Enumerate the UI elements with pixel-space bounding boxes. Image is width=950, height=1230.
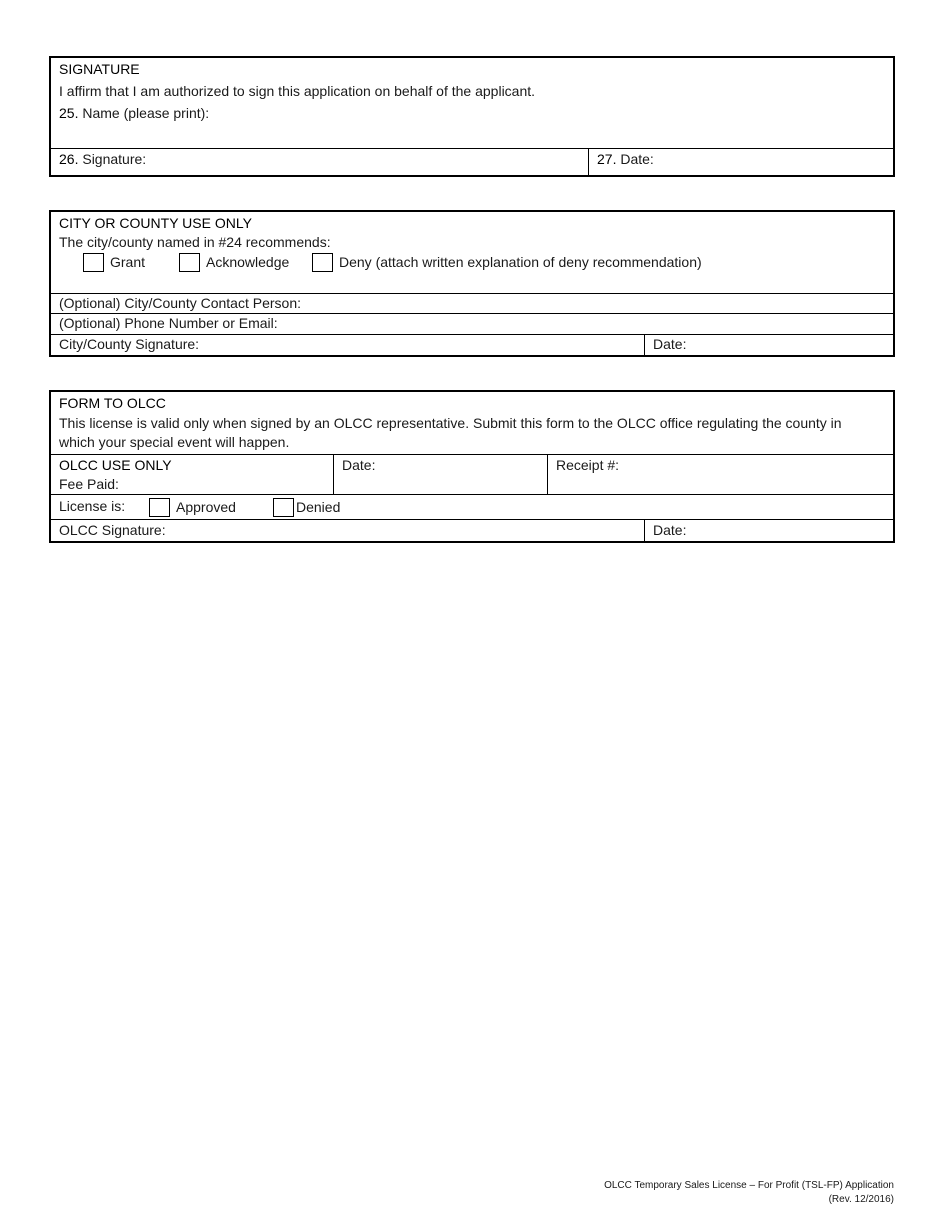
olcc-date-field[interactable] [333,455,547,494]
option-denied[interactable] [273,498,340,517]
option-acknowledge[interactable] [179,253,289,272]
contact-field[interactable] [51,293,893,313]
option-approved[interactable] [149,498,236,517]
contact-label: (Optional) City/County Contact Person: [59,295,301,311]
deny-checkbox[interactable] [312,253,333,272]
name-field[interactable] [59,105,209,121]
olcc-signature-date-label: Date: [653,522,687,538]
name-number: 25. [59,105,79,121]
denied-label: Denied [296,499,341,515]
olcc-use-only-label: OLCC USE ONLY [59,457,172,473]
signature-field[interactable] [51,149,588,175]
license-label: License is: [59,498,126,514]
olcc-section [49,390,895,543]
footer-revision: (Rev. 12/2016) [828,1194,894,1205]
city-date-field[interactable] [644,335,893,355]
olcc-signature-field[interactable] [51,520,644,541]
olcc-top [51,392,893,454]
affirm-text: I affirm that I am authorized to sign this application on behalf of the applicant. [59,83,536,99]
olcc-text-line2: which your special event will happen. [59,434,290,450]
city-signature-row [51,334,893,355]
denied-checkbox[interactable] [273,498,294,517]
option-grant[interactable] [83,253,145,272]
fee-paid-label: Fee Paid: [59,476,119,492]
page-footer [604,1179,894,1207]
city-date-label: Date: [653,336,687,352]
city-top [51,212,893,293]
deny-label: Deny (attach written explanation of deny recommendation) [339,254,702,270]
option-deny[interactable] [312,253,702,272]
signature-number: 26. [59,151,79,167]
olcc-signature-label: OLCC Signature: [59,522,166,538]
acknowledge-label: Acknowledge [206,254,290,270]
grant-label: Grant [110,254,146,270]
grant-checkbox[interactable] [83,253,104,272]
signature-section [49,56,895,177]
acknowledge-checkbox[interactable] [179,253,200,272]
city-signature-field[interactable] [51,335,644,355]
olcc-text-line1: This license is valid only when signed by an OLCC representative. Submit this form to the OLCC office regulating the county in [59,415,842,431]
city-intro: The city/county named in #24 recommends: [59,234,331,250]
phone-field[interactable] [51,313,893,334]
olcc-signature-row [51,519,893,541]
signature-row [51,148,893,175]
license-row [51,494,893,519]
signature-date-label: Date: [620,151,654,167]
olcc-signature-date-field[interactable] [644,520,893,541]
city-heading: CITY OR COUNTY USE ONLY [59,215,252,231]
footer-form-title: OLCC Temporary Sales License – For Profit (TSL-FP) Application [604,1180,894,1191]
city-county-section [49,210,895,357]
olcc-heading: FORM TO OLCC [59,395,166,411]
receipt-label: Receipt #: [556,457,620,473]
approved-label: Approved [176,499,236,515]
date-number: 27. [597,151,617,167]
olcc-use-row [51,454,893,494]
approved-checkbox[interactable] [149,498,170,517]
signature-heading: SIGNATURE [59,61,140,77]
name-label: Name (please print): [82,105,210,121]
phone-label: (Optional) Phone Number or Email: [59,315,278,331]
olcc-date-label: Date: [342,457,376,473]
signature-date-field[interactable] [588,149,893,175]
signature-label: Signature: [82,151,147,167]
fee-paid-field[interactable] [51,455,333,494]
receipt-field[interactable] [547,455,893,494]
city-signature-label: City/County Signature: [59,336,200,352]
signature-top [51,58,893,148]
